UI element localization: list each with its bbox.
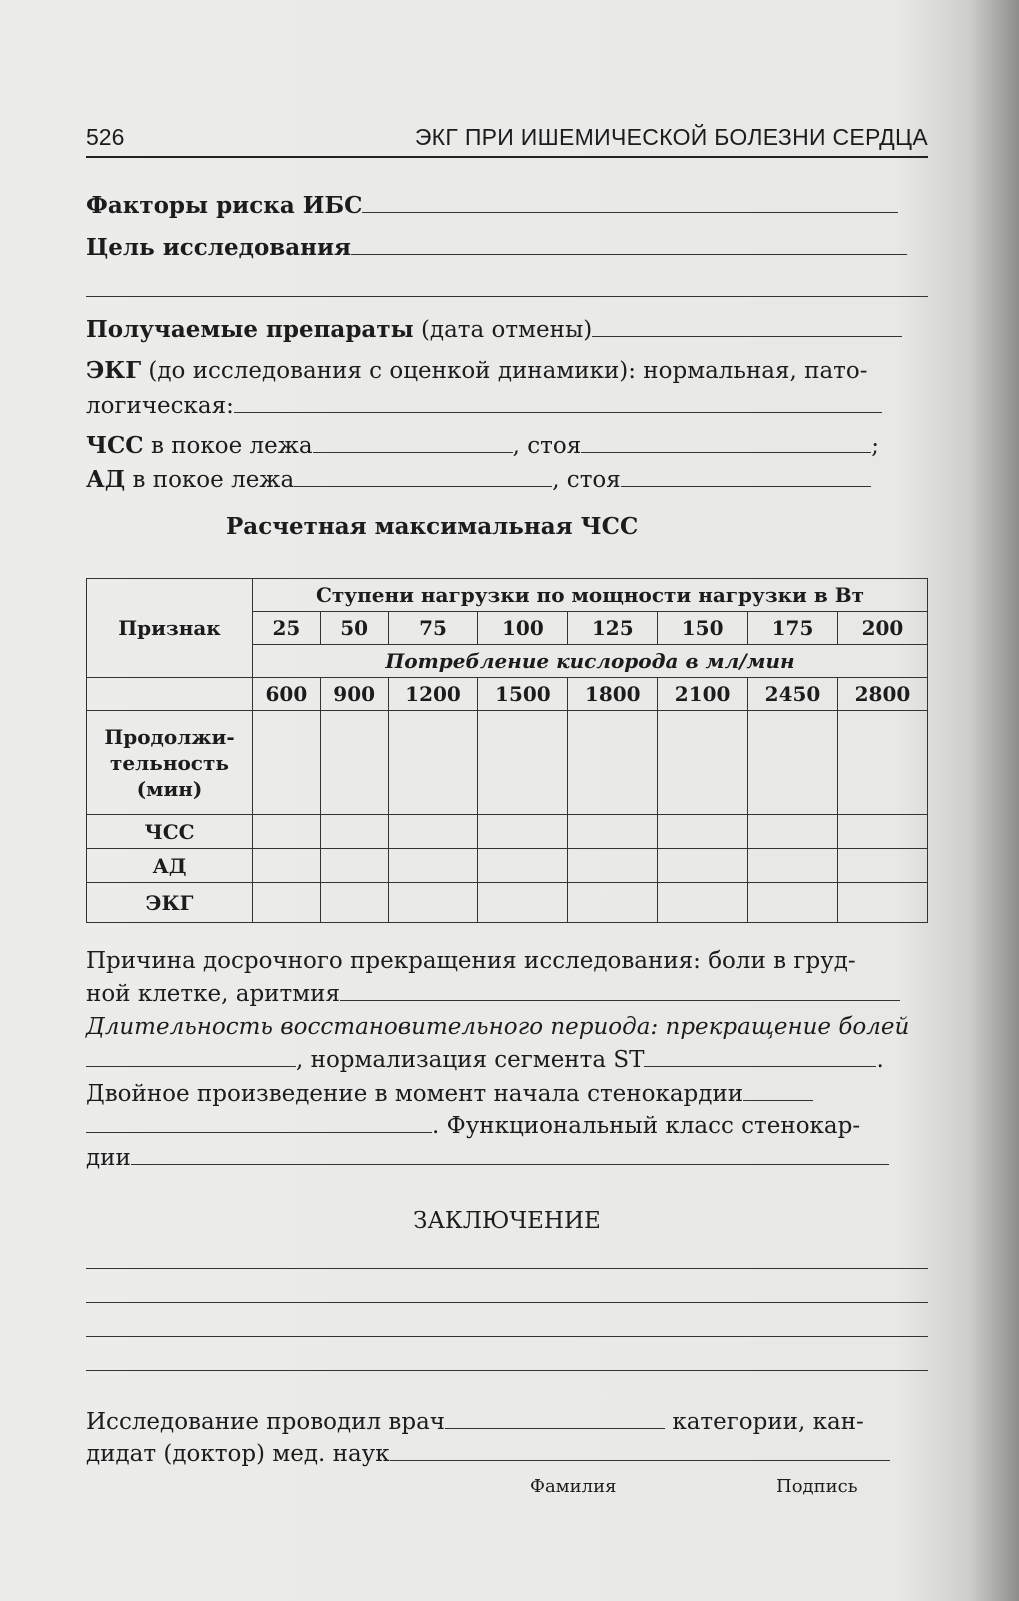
table-cell[interactable] [568, 883, 658, 923]
risk-factors-field[interactable] [362, 190, 898, 213]
signature-caption: Подпись [776, 1476, 858, 1497]
table-cell[interactable] [837, 883, 927, 923]
study-goal-extra-field[interactable] [86, 296, 928, 297]
stop-reason-line-2 [86, 978, 928, 1009]
bp-label: АД [86, 466, 126, 493]
table-cell[interactable] [748, 815, 838, 849]
hr-label: ЧСС [86, 432, 144, 459]
conclusion-field-1[interactable] [86, 1268, 928, 1269]
bp-standing-field[interactable] [621, 464, 871, 487]
recovery-line-1: Длительность восстановительного периода: прекращение болей [86, 1014, 910, 1040]
recovery-dot: . [876, 1047, 884, 1073]
drugs-note: (дата отмены) [420, 317, 593, 343]
watt-cell: 50 [320, 612, 388, 645]
table-cell[interactable] [658, 883, 748, 923]
watt-cell: 75 [388, 612, 478, 645]
table-cell[interactable] [253, 883, 321, 923]
ecg-line [86, 356, 928, 386]
ecg-line-2 [86, 390, 928, 421]
doctor-line-2 [86, 1438, 928, 1469]
doctor-category-text: категории, кан- [672, 1409, 864, 1435]
watt-cell: 150 [658, 612, 748, 645]
row-duration-1: Продолжи- [104, 724, 235, 749]
watt-cell: 125 [568, 612, 658, 645]
study-goal-field[interactable] [351, 232, 907, 255]
table-cell[interactable] [320, 883, 388, 923]
page-number: 526 [86, 124, 125, 150]
doctor-text: Исследование проводил врач [86, 1409, 445, 1435]
table-cell[interactable] [837, 711, 927, 815]
oxygen-cell: 1500 [478, 678, 568, 711]
table-cell[interactable] [748, 711, 838, 815]
study-goal-line [86, 232, 928, 263]
doctor-degree-text: дидат (доктор) мед. наук [86, 1441, 390, 1467]
table-cell[interactable] [478, 815, 568, 849]
oxygen-cell: 2100 [658, 678, 748, 711]
table-cell[interactable] [837, 849, 927, 883]
conclusion-field-2[interactable] [86, 1302, 928, 1303]
table-cell[interactable] [478, 711, 568, 815]
table-cell[interactable] [388, 849, 478, 883]
table-cell[interactable] [478, 849, 568, 883]
func-class-text: . Функциональный класс стенокар- [432, 1113, 861, 1139]
recovery-st-text: , нормализация сегмента ST [296, 1047, 645, 1073]
table-cell[interactable] [837, 815, 927, 849]
table-cell[interactable] [748, 883, 838, 923]
oxygen-title: Потребление кислорода в мл/мин [253, 645, 928, 678]
func-class-text-2: дии [86, 1145, 131, 1171]
risk-factors-label: Факторы риска ИБС [86, 192, 363, 219]
func-class-line-2 [86, 1142, 928, 1173]
hr-lying-field[interactable] [313, 430, 513, 453]
func-class-line [86, 1110, 928, 1141]
table-cell[interactable] [658, 711, 748, 815]
ecg-field[interactable] [234, 390, 882, 413]
table-cell[interactable] [320, 711, 388, 815]
study-goal-label: Цель исследования [86, 234, 352, 261]
bp-line [86, 464, 928, 495]
pain-stop-field[interactable] [86, 1044, 296, 1067]
doctor-category-field[interactable] [445, 1406, 665, 1429]
oxygen-cell: 2800 [837, 678, 927, 711]
row-ecg: ЭКГ [87, 883, 253, 923]
table-cell[interactable] [658, 849, 748, 883]
ecg-text: (до исследования с оценкой динамики): нормальная, пато- [148, 358, 868, 384]
ecg-label: ЭКГ [86, 357, 142, 384]
hr-end: ; [871, 433, 879, 459]
empty-cell [87, 678, 253, 711]
table-cell[interactable] [478, 883, 568, 923]
st-normalization-field[interactable] [644, 1044, 876, 1067]
oxygen-cell: 2450 [748, 678, 838, 711]
stop-reason-text: ной клетке, аритмия [86, 981, 340, 1007]
watt-cell: 100 [478, 612, 568, 645]
table-cell[interactable] [568, 711, 658, 815]
conclusion-field-4[interactable] [86, 1370, 928, 1371]
running-header [86, 120, 928, 158]
stop-reason-line-1: Причина досрочного прекращения исследования: боли в груд- [86, 948, 856, 974]
conclusion-heading: ЗАКЛЮЧЕНИЕ [413, 1208, 601, 1234]
table-cell[interactable] [388, 883, 478, 923]
doctor-line-1 [86, 1406, 928, 1437]
double-product-line [86, 1078, 928, 1109]
double-product-text: Двойное произведение в момент начала стенокардии [86, 1081, 744, 1107]
drugs-line [86, 314, 928, 345]
hr-line [86, 430, 928, 461]
conclusion-field-3[interactable] [86, 1336, 928, 1337]
table-cell[interactable] [388, 815, 478, 849]
max-hr-heading: Расчетная максимальная ЧСС [226, 513, 639, 540]
row-duration-2: тельность [110, 750, 229, 775]
recovery-line-2 [86, 1044, 928, 1075]
row-header: Признак [87, 579, 253, 678]
load-table [86, 578, 928, 923]
watt-cell: 200 [837, 612, 927, 645]
func-class-field[interactable] [131, 1142, 889, 1165]
row-duration-3: (мин) [136, 776, 203, 801]
drugs-field[interactable] [592, 314, 902, 337]
running-title: ЭКГ ПРИ ИШЕМИЧЕСКОЙ БОЛЕЗНИ СЕРДЦА [414, 124, 928, 150]
drugs-label: Получаемые препараты [86, 316, 414, 343]
double-product-field[interactable] [743, 1078, 813, 1101]
doctor-name-field[interactable] [390, 1438, 890, 1461]
stop-reason-field[interactable] [340, 978, 900, 1001]
table-cell[interactable] [568, 815, 658, 849]
double-product-field-cont[interactable] [86, 1110, 432, 1133]
table-cell[interactable] [388, 711, 478, 815]
stages-title: Ступени нагрузки по мощности нагрузки в Вт [253, 579, 928, 612]
row-bp: АД [87, 849, 253, 883]
oxygen-cell: 1800 [568, 678, 658, 711]
row-hr: ЧСС [87, 815, 253, 849]
watt-cell: 25 [253, 612, 321, 645]
ecg-text-2: логическая: [86, 393, 234, 419]
table-cell[interactable] [748, 849, 838, 883]
table-cell[interactable] [320, 849, 388, 883]
table-cell[interactable] [253, 711, 321, 815]
oxygen-cell: 900 [320, 678, 388, 711]
oxygen-cell: 1200 [388, 678, 478, 711]
row-duration [87, 711, 253, 815]
hr-stand-text: , стоя [512, 433, 582, 459]
table-cell[interactable] [568, 849, 658, 883]
hr-standing-field[interactable] [581, 430, 871, 453]
table-cell[interactable] [253, 815, 321, 849]
bp-stand-text: , стоя [552, 467, 621, 493]
surname-caption: Фамилия [530, 1476, 617, 1497]
table-cell[interactable] [320, 815, 388, 849]
risk-factors-line [86, 190, 928, 221]
bp-text: в покое лежа [132, 467, 295, 493]
table-cell[interactable] [658, 815, 748, 849]
watt-cell: 175 [748, 612, 838, 645]
oxygen-cell: 600 [253, 678, 321, 711]
hr-text: в покое лежа [150, 433, 313, 459]
table-cell[interactable] [253, 849, 321, 883]
bp-lying-field[interactable] [294, 464, 552, 487]
